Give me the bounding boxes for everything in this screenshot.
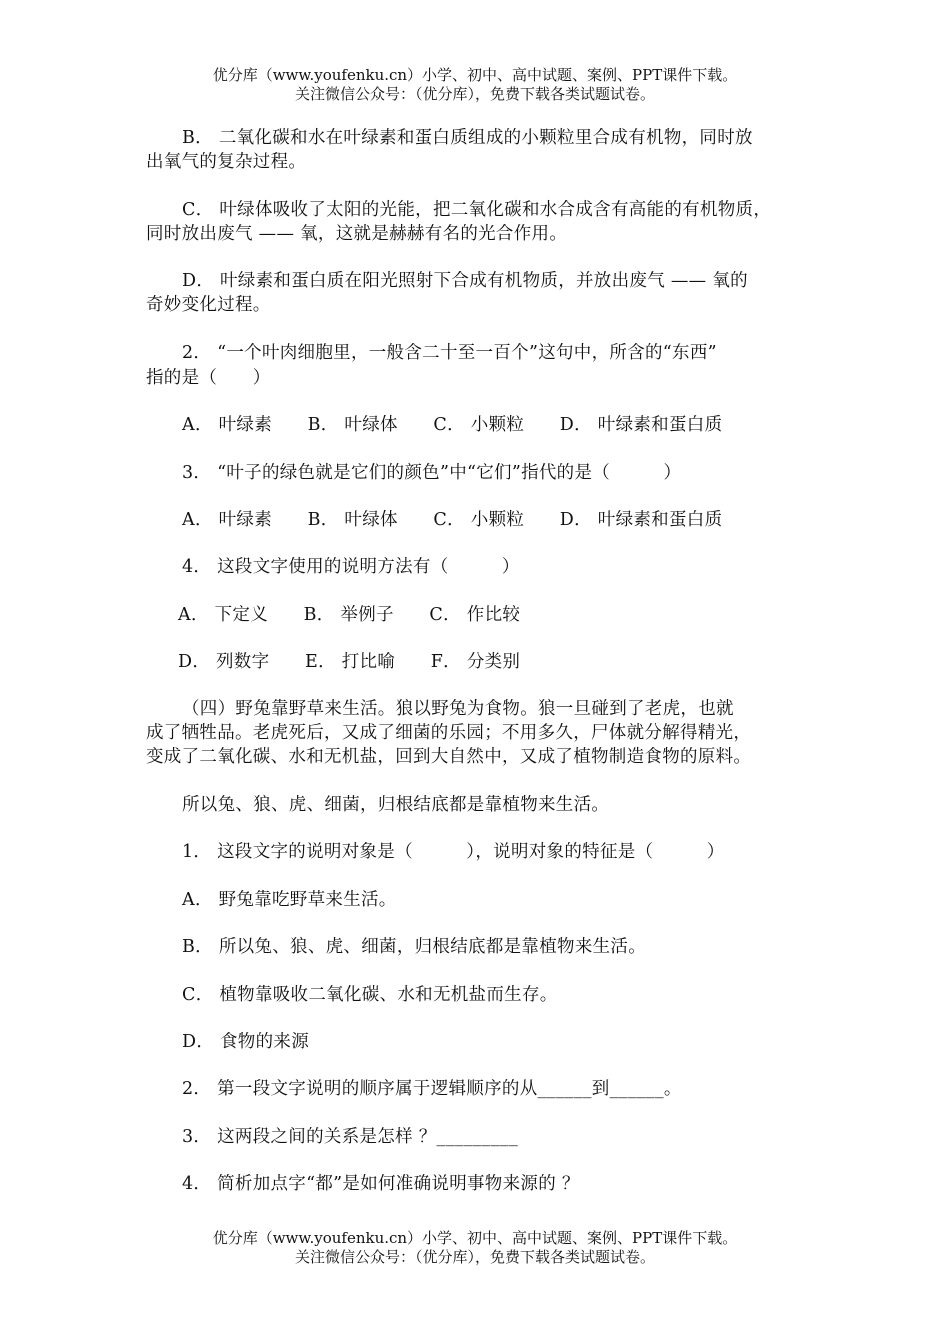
section-4-question-4: 4． 简析加点字“都”是如何准确说明事物来源的 ？ [182, 1174, 580, 1194]
question-2-line-2: 指的是（ ） [146, 368, 271, 388]
question-4-options-row-2: D． 列数字 E． 打比喻 F． 分类别 [178, 652, 521, 672]
section-4-question-1-option-a: A． 野兔靠吃野草来生活。 [182, 890, 397, 910]
option-c-line-2: 同时放出废气 —— 氧，这就是赫赫有名的光合作用。 [146, 224, 568, 244]
option-c-line-1: C． 叶绿体吸收了太阳的光能，把二氧化碳和水合成含有高能的有机物质， [182, 200, 772, 220]
page-footer [0, 1229, 950, 1267]
section-4-question-2: 2． 第一段文字说明的顺序属于逻辑顺序的从______到______。 [182, 1079, 682, 1099]
header-line-1: 优分库（www.youfenku.cn）小学、初中、高中试题、案例、PPT课件下载。 [212, 66, 738, 84]
question-4: 4． 这段文字使用的说明方法有（ ） [182, 557, 520, 577]
section-4-line-3: 变成了二氧化碳、水和无机盐，回到大自然中，又成了植物制造食物的原料。 [146, 747, 752, 767]
section-4-question-1-option-b: B． 所以兔、狼、虎、细菌，归根结底都是靠植物来生活。 [182, 937, 647, 957]
header-line-2: 关注微信公众号：（优分库），免费下载各类试题试卷。 [294, 85, 655, 103]
question-3-options: A． 叶绿素 B． 叶绿体 C． 小颗粒 D． 叶绿素和蛋白质 [182, 510, 723, 530]
question-2-options: A． 叶绿素 B． 叶绿体 C． 小颗粒 D． 叶绿素和蛋白质 [182, 415, 723, 435]
section-4-question-1-option-d: D． 食物的来源 [182, 1032, 309, 1052]
section-4-line-2: 成了牺牲品。老虎死后，又成了细菌的乐园；不用多久，尸体就分解得精光， [146, 723, 752, 743]
question-3: 3． “叶子的绿色就是它们的颜色”中“它们”指代的是（ ） [182, 463, 682, 483]
section-4-question-1: 1． 这段文字的说明对象是（ ），说明对象的特征是（ ） [182, 842, 725, 862]
question-2-line-1: 2． “一个叶肉细胞里，一般含二十至一百个”这句中，所含的“东西” [182, 343, 717, 363]
option-d-line-1: D． 叶绿素和蛋白质在阳光照射下合成有机物质，并放出废气 —— 氧的 [182, 271, 748, 291]
option-b-line-2: 出氧气的复杂过程。 [146, 152, 307, 172]
footer-line-1: 优分库（www.youfenku.cn）小学、初中、高中试题、案例、PPT课件下载。 [212, 1229, 738, 1247]
section-4-line-4: 所以兔、狼、虎、细菌，归根结底都是靠植物来生活。 [182, 795, 610, 815]
section-4-question-1-option-c: C． 植物靠吸收二氧化碳、水和无机盐而生存。 [182, 985, 558, 1005]
option-b-line-1: B． 二氧化碳和水在叶绿素和蛋白质组成的小颗粒里合成有机物，同时放 [182, 128, 753, 148]
section-4-line-1: （四）野兔靠野草来生活。狼以野兔为食物。狼一旦碰到了老虎，也就 [182, 699, 734, 719]
footer-line-2: 关注微信公众号：（优分库），免费下载各类试题试卷。 [294, 1248, 655, 1266]
section-4-question-3: 3． 这两段之间的关系是怎样 ？_________ [182, 1127, 519, 1147]
option-d-line-2: 奇妙变化过程。 [146, 295, 271, 315]
page-header [0, 66, 950, 104]
question-4-options-row-1: A． 下定义 B． 举例子 C． 作比较 [178, 605, 521, 625]
